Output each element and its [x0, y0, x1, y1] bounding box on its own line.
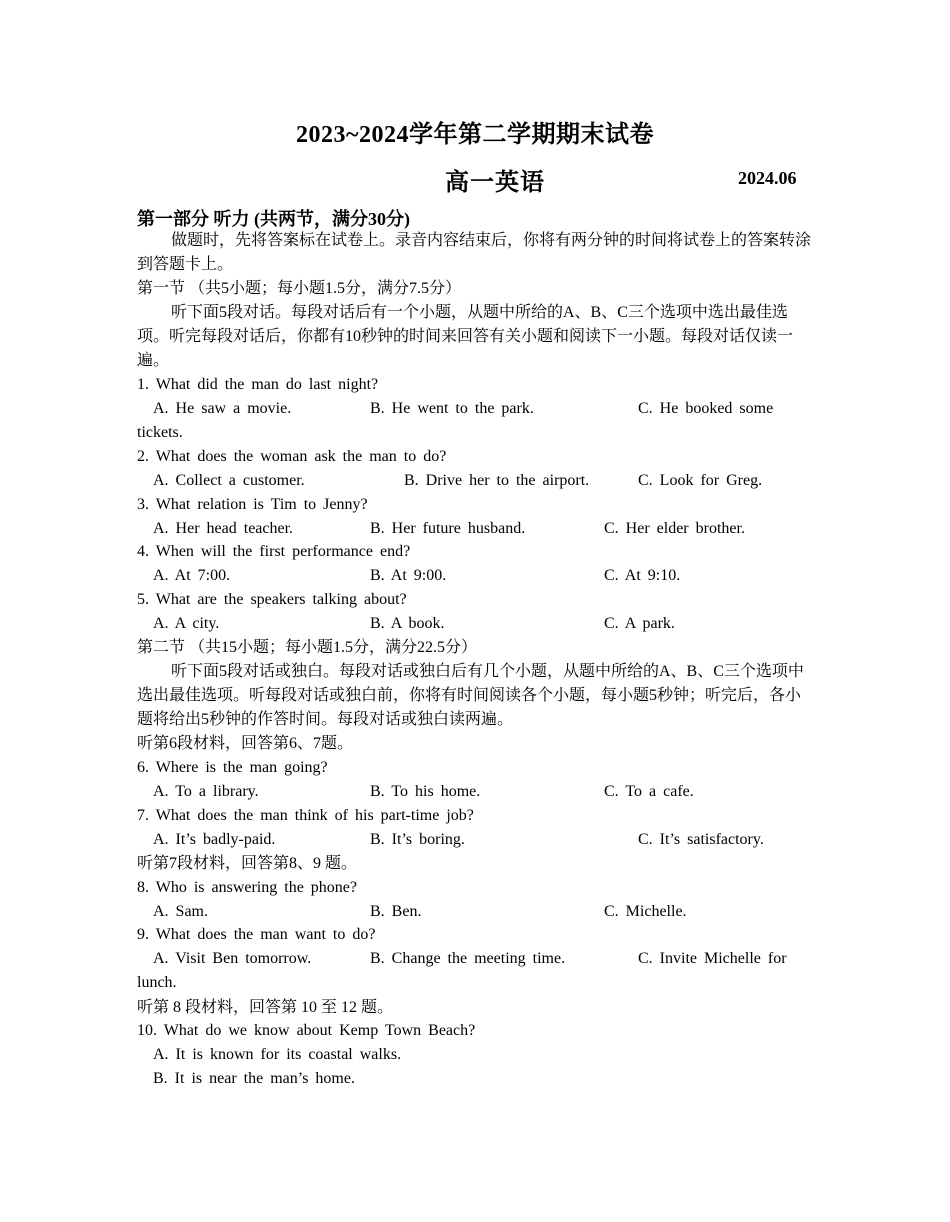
q4-option-b: B. At 9:00.	[370, 567, 447, 584]
q3-option-a: A. Her head teacher.	[153, 520, 294, 537]
q4-option-a: A. At 7:00.	[153, 567, 231, 584]
q6-option-b: B. To his home.	[370, 783, 481, 800]
section1-heading: 第一节 （共5小题；每小题1.5分，满分7.5分）	[137, 280, 462, 297]
part1-heading: 第一部分 听力 (共两节，满分30分)	[137, 209, 410, 229]
q10-option-a: A. It is known for its coastal walks.	[153, 1046, 402, 1063]
exam-title: 2023~2024学年第二学期期末试卷	[296, 122, 654, 148]
q1-option-c-continued: tickets.	[137, 424, 183, 441]
question-1: 1. What did the man do last night?	[137, 376, 379, 393]
q3-option-b: B. Her future husband.	[370, 520, 526, 537]
q5-option-c: C. A park.	[604, 615, 675, 632]
question-2: 2. What does the woman ask the man to do?	[137, 448, 447, 465]
q7-option-c: C. It’s satisfactory.	[638, 831, 764, 848]
q7-option-b: B. It’s boring.	[370, 831, 465, 848]
exam-subject: 高一英语	[445, 170, 545, 196]
q6-option-a: A. To a library.	[153, 783, 259, 800]
q8-option-c: C. Michelle.	[604, 903, 687, 920]
q5-option-b: B. A book.	[370, 615, 445, 632]
question-8: 8. Who is answering the phone?	[137, 879, 357, 896]
question-5: 5. What are the speakers talking about?	[137, 591, 407, 608]
q1-option-a: A. He saw a movie.	[153, 400, 292, 417]
question-9: 9. What does the man want to do?	[137, 926, 376, 943]
exam-date: 2024.06	[738, 168, 797, 188]
q1-option-b: B. He went to the park.	[370, 400, 534, 417]
section1-instructions: 听下面5段对话。每段对话后有一个小题，从题中所给的A、B、C三个选项中选出最佳选项。听完每段对话后，你都有10秒钟的时间来回答有关小题和阅读下一小题。每段对话仅读一遍。	[137, 304, 794, 369]
q4-option-c: C. At 9:10.	[604, 567, 681, 584]
q5-option-a: A. A city.	[153, 615, 220, 632]
question-4: 4. When will the first performance end?	[137, 543, 411, 560]
q6-option-c: C. To a cafe.	[604, 783, 694, 800]
question-6: 6. Where is the man going?	[137, 759, 328, 776]
q8-option-a: A. Sam.	[153, 903, 208, 920]
q9-option-b: B. Change the meeting time.	[370, 950, 566, 967]
section2-heading: 第二节 （共15小题；每小题1.5分，满分22.5分）	[137, 639, 478, 656]
q2-option-b: B. Drive her to the airport.	[404, 472, 590, 489]
material-7-note: 听第7段材料，回答第8、9 题。	[137, 855, 358, 872]
question-3: 3. What relation is Tim to Jenny?	[137, 496, 368, 513]
q9-option-c: C. Invite Michelle for	[638, 950, 787, 967]
q2-option-a: A. Collect a customer.	[153, 472, 305, 489]
q7-option-a: A. It’s badly-paid.	[153, 831, 276, 848]
part1-intro: 做题时，先将答案标在试卷上。录音内容结束后，你将有两分钟的时间将试卷上的答案转涂到答题卡上。	[137, 232, 812, 273]
question-10: 10. What do we know about Kemp Town Beach?	[137, 1022, 476, 1039]
q2-option-c: C. Look for Greg.	[638, 472, 763, 489]
material-6-note: 听第6段材料，回答第6、7题。	[137, 735, 354, 752]
q1-option-c: C. He booked some	[638, 400, 774, 417]
q8-option-b: B. Ben.	[370, 903, 422, 920]
q3-option-c: C. Her elder brother.	[604, 520, 745, 537]
section2-instructions: 听下面5段对话或独白。每段对话或独白后有几个小题，从题中所给的A、B、C三个选项中选出最佳选项。听每段对话或独白前，你将有时间阅读各个小题，每小题5秒钟；听完后，各小题将给出5秒钟的作答时间。每段对话或独白读两遍。	[137, 663, 804, 728]
q9-option-a: A. Visit Ben tomorrow.	[153, 950, 312, 967]
question-7: 7. What does the man think of his part-time job?	[137, 807, 474, 824]
material-8-note: 听第 8 段材料，回答第 10 至 12 题。	[137, 999, 394, 1016]
q9-option-c-continued: lunch.	[137, 974, 177, 991]
q10-option-b: B. It is near the man’s home.	[153, 1070, 355, 1087]
